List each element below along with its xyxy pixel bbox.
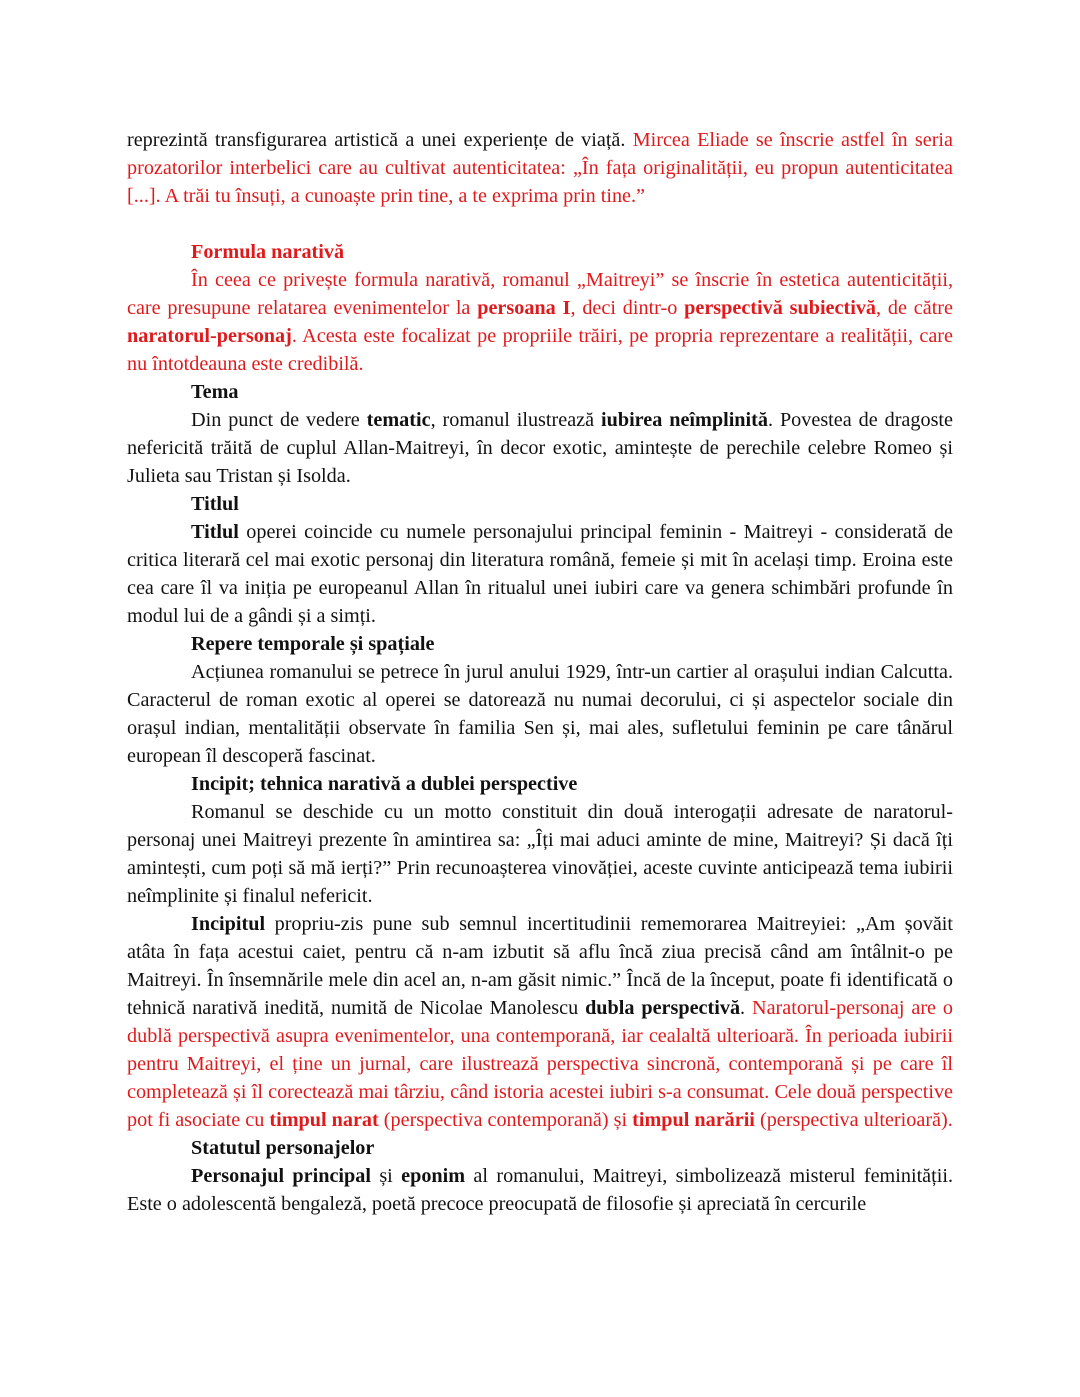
repere-paragraph: Acțiunea romanului se petrece în jurul anului 1929, într-un cartier al orașului indian Calcutta. Caracterul de roman exotic al operei se datorează nu numai decorului, ci și aspectelor sociale din orașul indian, mentalității observate în familia Sen și, mai ales, sufletului feminin pe care tânărul european îl descoperă fascinat. (127, 661, 953, 767)
incipit-text-2: . (740, 997, 752, 1019)
incipit-bold-dubla: dubla perspectivă (585, 997, 741, 1019)
statutul-text-1: și (370, 1165, 402, 1187)
incipit-paragraph (127, 910, 953, 1134)
formula-text-3: , de către (876, 297, 953, 319)
incipit-bold-timpul-nararii: timpul narării (632, 1109, 755, 1131)
heading-tema: Tema (191, 381, 239, 403)
intro-paragraph (127, 126, 953, 210)
intro-quote: Mircea Eliade se înscrie astfel în seria prozatorilor interbelici care au cultivat autenticitatea: „În fața originalității, eu propun autenticitatea [...]. A trăi tu însuți, a cunoaște prin tine, a te exprima prin tine.” (127, 129, 953, 207)
statutul-bold-eponim: eponim (401, 1165, 466, 1187)
heading-repere: Repere temporale și spațiale (191, 633, 435, 655)
formula-bold-persoana: persoana I (477, 297, 571, 319)
heading-statutul: Statutul personajelor (191, 1137, 375, 1159)
incipit-text-1: propriu-zis pune sub semnul incertitudinii rememorarea Maitreyiei: „Am șovăit atâta în fața acestui caiet, pentru că n-am izbutit să aflu încă ziua precisă când am întâlnit-o pe Maitreyi. În însemnările mele din acel an, n-am găsit nimic.” Încă de la început, poate fi identificată o tehnică narativă inedită, numită de Nicolae Manolescu (127, 913, 953, 1019)
tema-text-1: Din punct de vedere (191, 409, 367, 431)
formula-text-1: În ceea ce privește formula narativă, romanul „Maitreyi” se înscrie în estetica autenticității, care presupune relatarea evenimentelor la (127, 269, 953, 319)
formula-text-4: . Acesta este focalizat pe propriile trăiri, pe propria reprezentare a realității, care nu întotdeauna este credibilă. (127, 325, 953, 375)
document-page (127, 126, 953, 1218)
tema-text-3: . Povestea de dragoste nefericită trăită de cuplul Allan-Maitreyi, în decor exotic, amintește de perechile celebre Romeo și Julieta sau Tristan și Isolda. (127, 409, 953, 487)
titlul-bold: Titlul (191, 521, 239, 543)
incipit-red-2: (perspectiva contemporană) și (378, 1109, 633, 1131)
heading-titlul: Titlul (191, 493, 239, 515)
formula-bold-perspectiva: perspectivă subiectivă (684, 297, 877, 319)
incipit-red-3: (perspectiva ulterioară). (754, 1109, 953, 1131)
statutul-paragraph (127, 1162, 953, 1218)
statutul-bold-personajul: Personajul principal (191, 1165, 371, 1187)
paragraph-gap (127, 210, 953, 238)
statutul-text-2: al romanului, Maitreyi, simbolizează misterul feminității. Este o adolescentă bengaleză, poetă precoce preocupată de filosofie și apreciată în cercurile (127, 1165, 954, 1215)
titlul-text: operei coincide cu numele personajului principal feminin - Maitreyi - considerată de critica literară cel mai exotic personaj din literatura română, femeie și mit în același timp. Eroina este cea care îl va iniția pe europeanul Allan în ritualul unei iubiri care va genera schimbări profunde în modul lui de a gândi și a simți. (127, 521, 953, 627)
incipit-bold-timpul-narat: timpul narat (269, 1109, 379, 1131)
intro-text: reprezintă transfigurarea artistică a unei experiențe de viață. (127, 129, 633, 151)
incipit-motto-paragraph: Romanul se deschide cu un motto constituit din două interogații adresate de naratorul-personaj unei Maitreyi prezente în amintirea sa: „Îți mai aduci aminte de mine, Maitreyi? Și dacă îți amintești, cum poți să mă ierți?” Prin recunoașterea vinovăției, aceste cuvinte anticipează tema iubirii neîmplinite și finalul nefericit. (127, 801, 953, 907)
tema-paragraph (127, 406, 953, 490)
formula-bold-narator: naratorul-personaj (127, 325, 292, 347)
incipit-bold: Incipitul (191, 913, 266, 935)
formula-paragraph (127, 266, 953, 378)
heading-incipit: Incipit; tehnica narativă a dublei perspective (191, 773, 578, 795)
tema-bold-iubirea: iubirea neîmplinită (601, 409, 768, 431)
tema-text-2: , romanul ilustrează (430, 409, 601, 431)
tema-bold-tematic: tematic (366, 409, 431, 431)
heading-formula-narativa: Formula narativă (191, 241, 345, 263)
titlul-paragraph (127, 518, 953, 630)
incipit-red-1: Naratorul-personaj are o dublă perspectivă asupra evenimentelor, una contemporană, iar cealaltă ulterioară. În perioada iubirii pentru Maitreyi, el ține un jurnal, care ilustrează perspectiva sincronă, contemporană și pe care îl completează și îl corectează mai târziu, când istoria acestei iubiri s-a consumat. Cele două perspective pot fi asociate cu (127, 997, 954, 1131)
formula-text-2: , deci dintr-o (570, 297, 685, 319)
